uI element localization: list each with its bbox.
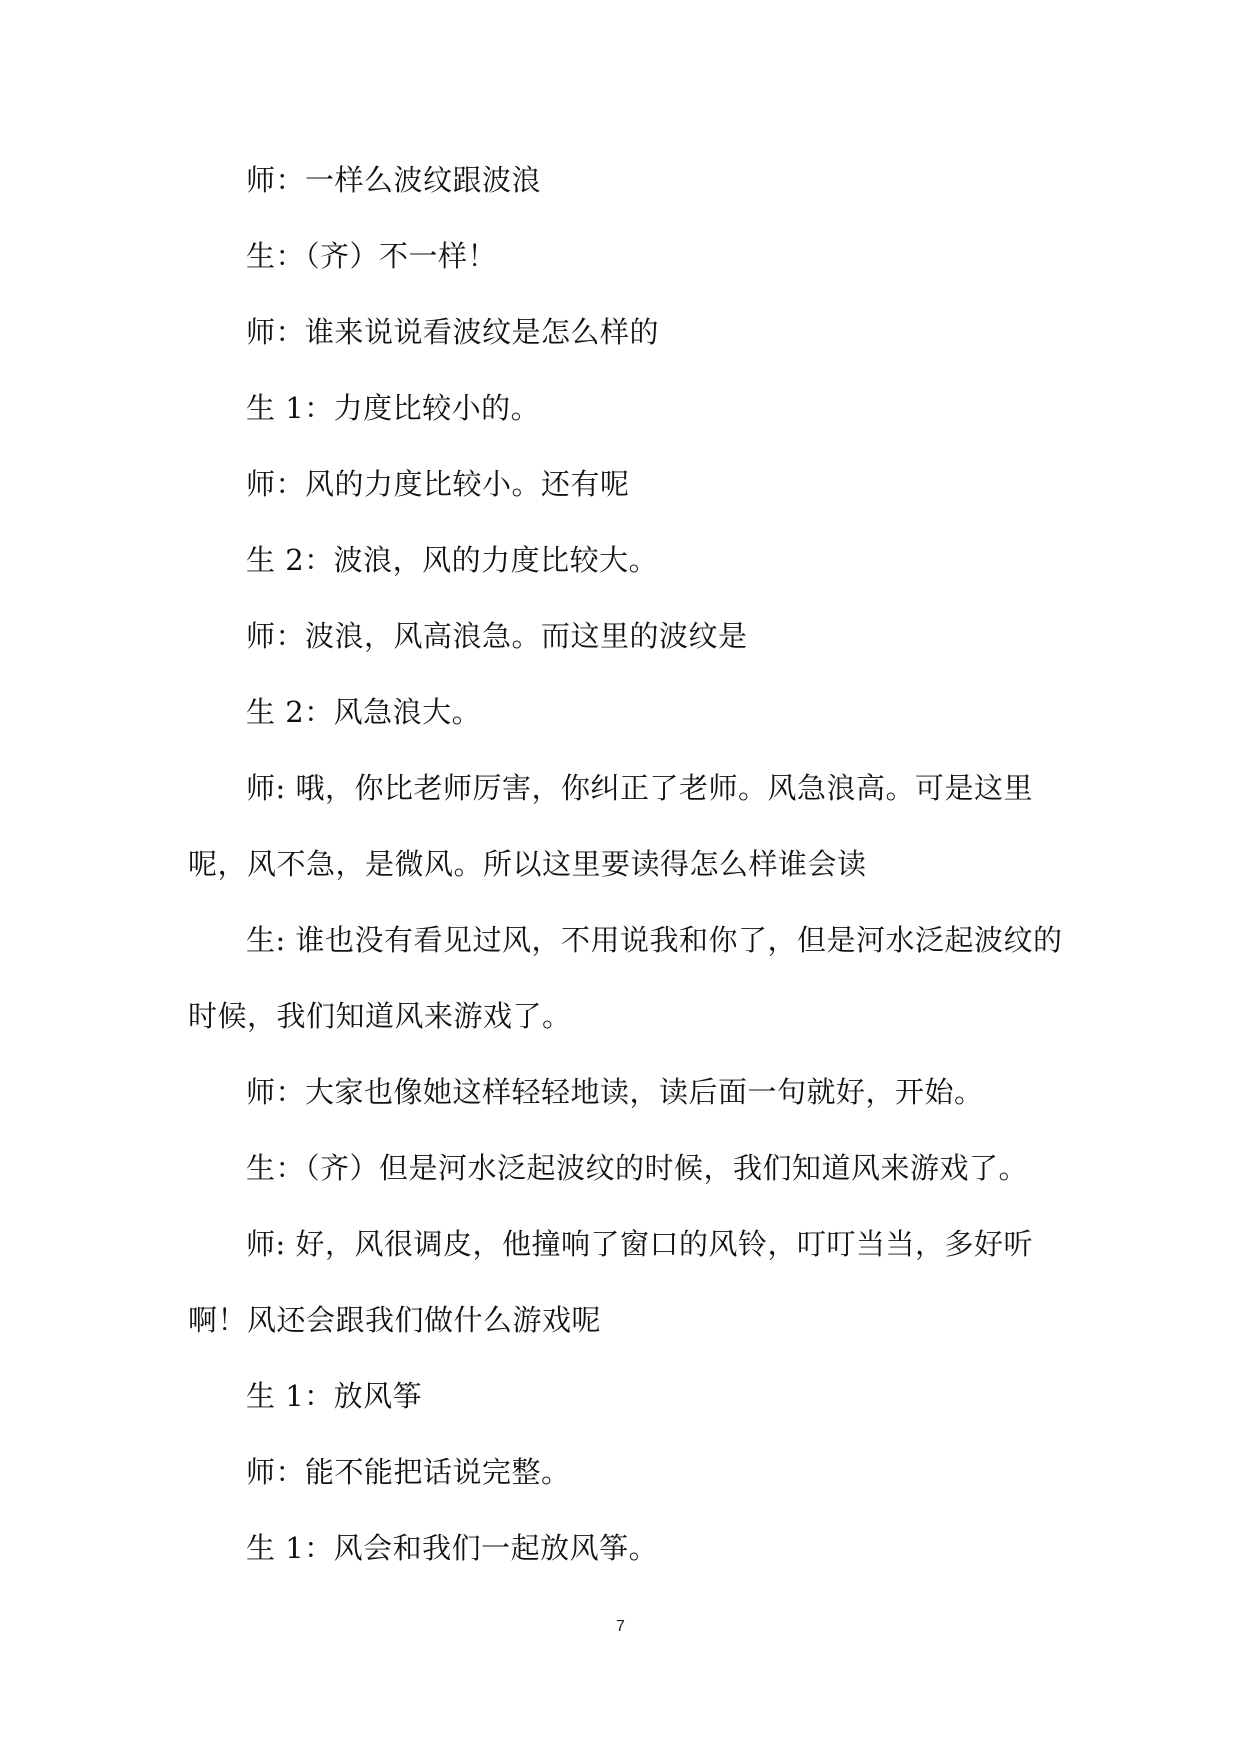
dialogue-paragraph: 师：能不能把话说完整。	[246, 1455, 571, 1489]
dialogue-paragraph: 生：（齐）不一样！	[246, 239, 498, 273]
dialogue-paragraph: 师：一样么波纹跟波浪	[246, 163, 542, 197]
dialogue-paragraph: 生：（齐）但是河水泛起波纹的时候，我们知道风来游戏了。	[246, 1151, 1029, 1185]
dialogue-paragraph: 师：波浪，风高浪急。而这里的波纹是	[246, 619, 748, 653]
dialogue-paragraph: 师: 好，风很调皮，他撞响了窗口的风铃，叮叮当当，多好听啊！风还会跟我们做什么游戏呢	[188, 1227, 1033, 1337]
dialogue-paragraph: 师：大家也像她这样轻轻地读，读后面一句就好，开始。	[246, 1075, 984, 1109]
dialogue-paragraph: 生 2：波浪，风的力度比较大。	[246, 543, 659, 577]
dialogue-paragraph: 生 1：风会和我们一起放风筝。	[246, 1531, 659, 1565]
dialogue-paragraph: 师: 哦，你比老师厉害，你纠正了老师。风急浪高。可是这里呢，风不急，是微风。所以这里要读得怎么样谁会读	[188, 771, 1033, 881]
dialogue-paragraph: 生: 谁也没有看见过风，不用说我和你了，但是河水泛起波纹的时候，我们知道风来游戏了。	[188, 923, 1063, 1033]
dialogue-paragraph: 生 2：风急浪大。	[246, 695, 482, 729]
dialogue-paragraph: 生 1：力度比较小的。	[246, 391, 541, 425]
dialogue-paragraph: 生 1：放风筝	[246, 1379, 423, 1413]
document-body	[188, 142, 1068, 1586]
dialogue-paragraph: 师：风的力度比较小。还有呢	[246, 467, 630, 501]
page-number: 7	[616, 1618, 625, 1635]
dialogue-paragraph: 师：谁来说说看波纹是怎么样的	[246, 315, 660, 349]
